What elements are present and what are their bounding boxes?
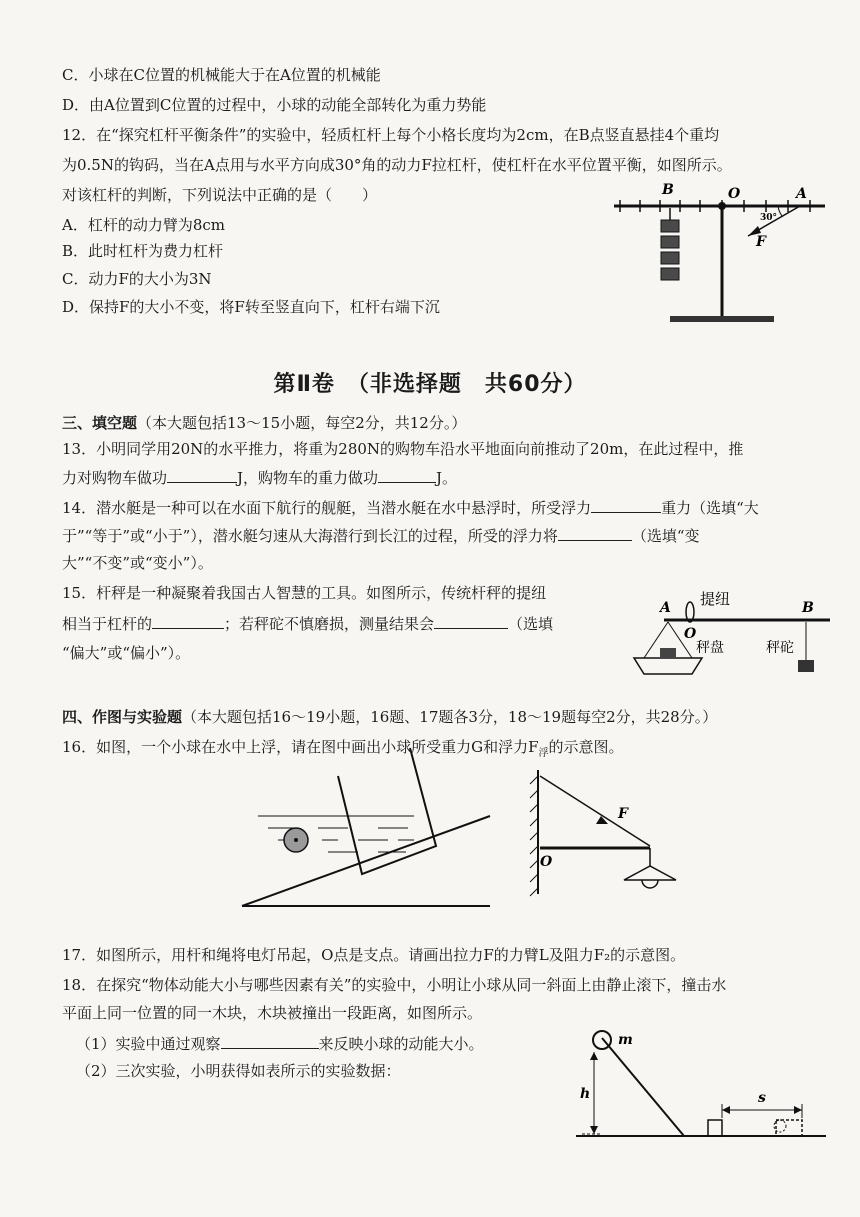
q15-blank-1[interactable] xyxy=(152,612,224,629)
q12-label-f: F xyxy=(756,234,766,250)
q12-stem-line2: 为0.5N的钩码，当在A点用与水平方向成30°角的动力F拉杠杆，使杠杆在水平位置平衡，如图所示。 xyxy=(62,156,732,174)
q15-label-o: O xyxy=(684,626,697,642)
q15-label-a: A xyxy=(660,600,671,616)
q14-blank-2[interactable] xyxy=(558,524,632,541)
q14-text-d: （选填“变 xyxy=(631,527,700,545)
q13-text-c: J。 xyxy=(436,469,458,487)
q15-line1: 15．杆秤是一种凝聚着我国古人智慧的工具。如图所示，传统杆秤的提纽 xyxy=(62,584,547,602)
q18-line2: 平面上同一位置的同一木块，木块被撞出一段距离，如图所示。 xyxy=(62,1004,483,1022)
q12-label-b: B xyxy=(662,182,674,198)
q18-part1 xyxy=(76,1032,484,1055)
q12-option-c: C．动力F的大小为3N xyxy=(62,270,212,288)
q17-line1: 17．如图所示，用杆和绳将电灯吊起，O点是支点。请画出拉力F的力臂L及阻力F₂的示意图。 xyxy=(62,946,686,964)
q13-blank-1[interactable] xyxy=(167,466,237,483)
q13-line1: 13．小明同学用20N的水平推力，将重为280N的购物车沿水平地面向前推动了20m，在此过程中，推 xyxy=(62,440,744,458)
section3-note: （本大题包括13～15小题，每空2分，共12分。） xyxy=(137,414,467,432)
q16-figure xyxy=(238,776,498,912)
q12-stem-line3: 对该杠杆的判断，下列说法中正确的是（ ） xyxy=(62,186,378,204)
q12-lever-figure xyxy=(610,178,840,328)
q17-figure xyxy=(500,766,690,906)
q14-line1 xyxy=(62,496,759,519)
section3-heading-line xyxy=(62,412,466,434)
q14-line2 xyxy=(62,524,700,547)
q15-label-knob: 提纽 xyxy=(700,590,731,608)
q12-label-angle: 30° xyxy=(760,213,778,223)
q18-part2: （2）三次实验，小明获得如表所示的实验数据： xyxy=(76,1062,401,1080)
q14-text-a: 14．潜水艇是一种可以在水面下航行的舰艇，当潜水艇在水中悬浮时，所受浮力 xyxy=(62,499,592,517)
q11-option-d: D．由A位置到C位置的过程中，小球的动能全部转化为重力势能 xyxy=(62,96,487,114)
q15-label-weight: 秤砣 xyxy=(766,640,794,656)
q18-part1-text-a: （1）实验中通过观察 xyxy=(76,1035,221,1053)
q18-label-h: h xyxy=(580,1086,591,1102)
section3-heading: 三、填空题 xyxy=(62,414,138,432)
q16-text-b: 的示意图。 xyxy=(548,738,624,756)
q16-line1 xyxy=(62,736,624,765)
section4-note: （本大题包括16～19小题，16题、17题各3分，18～19题每空2分，共28分。） xyxy=(182,708,718,726)
q17-label-o: O xyxy=(540,854,553,870)
q15-line3: “偏大”或“偏小”）。 xyxy=(62,644,191,662)
q11-option-c: C．小球在C位置的机械能大于在A位置的机械能 xyxy=(62,66,381,84)
q15-text-b: ；若秤砣不慎磨损，测量结果会 xyxy=(224,615,435,633)
q12-stem-line1: 12．在“探究杠杆平衡条件”的实验中，轻质杠杆上每个小格长度均为2cm，在B点竖直悬挂4个重均 xyxy=(62,126,720,144)
q15-label-b: B xyxy=(802,600,814,616)
q12-label-o: O xyxy=(728,186,741,202)
q18-figure xyxy=(572,1028,832,1144)
q15-text-c: （选填 xyxy=(508,615,554,633)
q18-part1-text-b: 来反映小球的动能大小。 xyxy=(318,1035,484,1053)
q14-line3: 大”“不变”或“变小”）。 xyxy=(62,554,213,572)
q12-option-b: B．此时杠杆为费力杠杆 xyxy=(62,242,224,260)
q13-line2 xyxy=(62,466,457,489)
q14-text-c: 于”“等于”或“小于”），潜水艇匀速从大海潜行到长江的过程，所受的浮力将 xyxy=(62,527,558,545)
q16-text-a: 16．如图，一个小球在水中上浮，请在图中画出小球所受重力G和浮力F xyxy=(62,738,539,756)
q14-blank-1[interactable] xyxy=(591,496,661,513)
q13-text-a: 力对购物车做功 xyxy=(62,469,168,487)
part2-title: 第Ⅱ卷 （非选择题 共60分） xyxy=(273,372,587,397)
q12-option-d: D．保持F的大小不变，将F转至竖直向下，杠杆右端下沉 xyxy=(62,298,440,316)
q13-blank-2[interactable] xyxy=(378,466,436,483)
q13-text-b: J，购物车的重力做功 xyxy=(237,469,379,487)
q12-label-a: A xyxy=(796,186,807,202)
section4-heading-line xyxy=(62,706,717,728)
q18-line1: 18．在探究“物体动能大小与哪些因素有关”的实验中，小明让小球从同一斜面上由静止滚下，撞击水 xyxy=(62,976,727,994)
q16-subscript: 浮 xyxy=(538,748,549,759)
q15-blank-2[interactable] xyxy=(434,612,508,629)
q18-label-s: s xyxy=(758,1090,766,1106)
q14-text-b: 重力（选填“大 xyxy=(661,499,759,517)
q17-label-f: F xyxy=(618,806,628,822)
q18-blank-1[interactable] xyxy=(221,1032,319,1049)
q15-label-pan: 秤盘 xyxy=(696,640,724,656)
q15-text-a: 相当于杠杆的 xyxy=(62,615,153,633)
q15-line2 xyxy=(62,612,553,635)
section4-heading: 四、作图与实验题 xyxy=(62,708,183,726)
q18-label-m: m xyxy=(618,1032,633,1048)
q15-steelyard-figure xyxy=(630,590,840,690)
q12-option-a: A．杠杆的动力臂为8cm xyxy=(62,216,226,234)
